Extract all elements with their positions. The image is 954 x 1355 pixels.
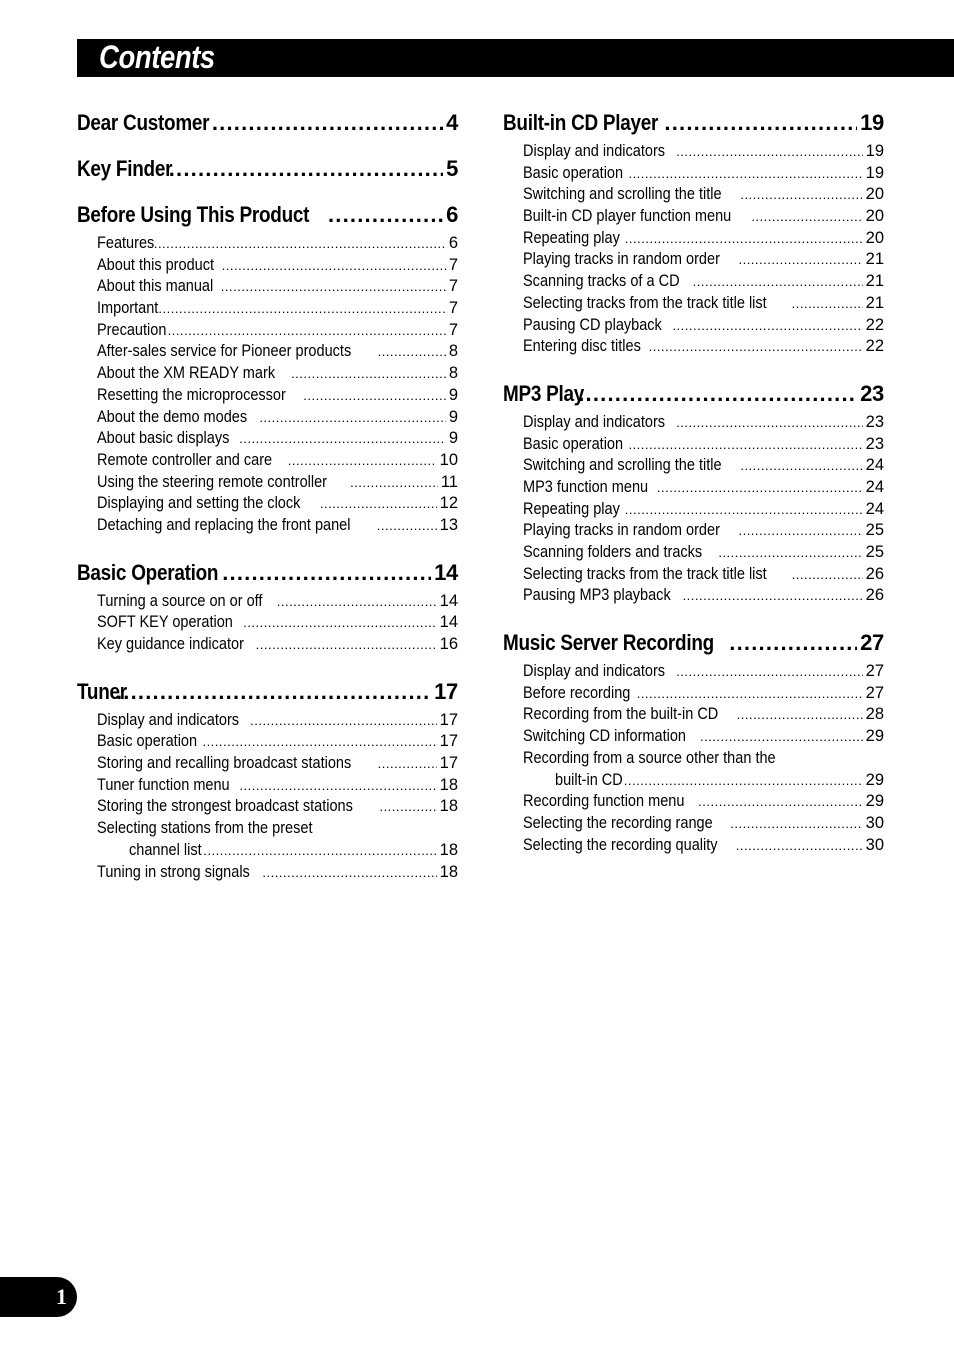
toc-section-heading-page: 4 (446, 110, 458, 135)
dot-leader (700, 729, 863, 744)
toc-item-label: About the XM READY mark (97, 364, 276, 383)
dot-leader (649, 339, 863, 354)
toc-item-label: Selecting tracks from the track title list (523, 564, 767, 583)
toc-item-label: Scanning folders and tracks (523, 543, 703, 561)
toc-item-label: About the demo modes (97, 407, 248, 426)
toc-item[interactable] (77, 408, 458, 430)
toc-section (77, 202, 458, 538)
toc-item-page: 17 (439, 754, 458, 773)
toc-item[interactable] (503, 684, 884, 706)
dot-leader (168, 323, 446, 338)
toc-section-heading[interactable] (503, 630, 884, 660)
toc-item-label: Display and indicators (523, 662, 666, 681)
toc-item-label: About this product (97, 255, 215, 274)
dot-leader (303, 388, 446, 403)
dot-leader (328, 202, 443, 228)
toc-item[interactable] (77, 516, 458, 538)
toc-item-label: After-sales service for Pioneer products (97, 342, 352, 361)
toc-item-continuation-page: 18 (439, 840, 458, 859)
toc-item[interactable] (77, 342, 458, 364)
toc-section-heading[interactable] (77, 110, 458, 140)
toc-item-page: 12 (439, 494, 458, 513)
toc-item[interactable] (503, 521, 884, 543)
toc-section-heading-page: 6 (446, 202, 458, 227)
dot-leader (288, 453, 437, 468)
page-title: Contents (99, 39, 215, 75)
toc-section-heading-page: 19 (860, 110, 884, 135)
toc-item[interactable] (77, 429, 458, 451)
toc-item-label: Basic operation (523, 434, 624, 453)
toc-section-heading[interactable] (77, 560, 458, 590)
toc-item[interactable] (77, 592, 458, 614)
toc-item[interactable] (503, 727, 884, 749)
dot-leader (751, 209, 862, 224)
toc-item-page: 9 (448, 385, 458, 404)
toc-item-page: 27 (865, 683, 884, 702)
toc-item[interactable] (503, 337, 884, 359)
toc-item[interactable] (503, 142, 884, 164)
toc-item-page: 21 (865, 293, 884, 312)
toc-item-label: Selecting tracks from the track title list (523, 293, 767, 312)
toc-right-column (503, 110, 884, 879)
toc-item[interactable] (77, 299, 458, 321)
dot-leader (203, 843, 436, 858)
toc-item-label: Precaution (97, 320, 167, 339)
toc-section-heading-label: Before Using This Product (77, 202, 310, 227)
toc-section (503, 110, 884, 359)
toc-section (77, 679, 458, 885)
dot-leader (740, 187, 862, 202)
toc-item-label: Selecting the recording range (523, 813, 713, 832)
dot-leader (736, 838, 863, 853)
toc-item-page: 7 (448, 255, 458, 274)
dot-leader (243, 615, 437, 630)
dot-leader (683, 588, 863, 603)
dot-leader (676, 415, 863, 430)
toc-item-label: Repeating play (523, 228, 620, 247)
toc-item[interactable] (503, 836, 884, 858)
toc-section-heading-page: 27 (860, 630, 884, 656)
toc-item-label: Built-in CD player function menu (523, 207, 732, 226)
toc-item-label: Before recording (523, 683, 631, 702)
toc-item-label: Tuner function menu (97, 775, 230, 794)
toc-item[interactable] (77, 321, 458, 343)
dot-leader (628, 166, 862, 181)
toc-item-page: 20 (865, 185, 884, 204)
dot-leader (718, 545, 862, 560)
toc-item-label: Using the steering remote controller (97, 472, 328, 491)
dot-leader (738, 523, 862, 538)
toc-item-page: 6 (448, 234, 458, 252)
toc-item[interactable] (503, 185, 884, 207)
toc-item-list (503, 413, 884, 608)
dot-leader (202, 734, 436, 749)
toc-section-heading[interactable] (77, 202, 458, 232)
title-bar (77, 39, 954, 77)
dot-leader (657, 480, 863, 495)
toc-item-label: Playing tracks in random order (523, 250, 720, 269)
toc-section-heading[interactable] (77, 679, 458, 709)
toc-item-label: Playing tracks in random order (523, 521, 720, 540)
toc-item[interactable] (503, 294, 884, 316)
toc-item-continuation-label: channel list (129, 840, 202, 859)
toc-item-page: 26 (865, 586, 884, 605)
toc-section-heading-label: Music Server Recording (503, 630, 714, 656)
toc-item-page: 30 (865, 813, 884, 832)
dot-leader (291, 366, 446, 381)
toc-item[interactable] (77, 234, 458, 256)
toc-item-page: 24 (865, 456, 884, 475)
page-number-badge (0, 1277, 77, 1317)
toc-item[interactable] (77, 494, 458, 516)
toc-item-label: Turning a source on or off (97, 591, 263, 610)
toc-section-heading-label: Built-in CD Player (503, 110, 659, 135)
dot-leader (625, 231, 863, 246)
toc-item-page: 24 (865, 477, 884, 496)
toc-item[interactable] (77, 451, 458, 473)
dot-leader (730, 816, 862, 831)
toc-left-column (77, 110, 458, 906)
toc-item[interactable] (503, 565, 884, 587)
dot-leader (221, 279, 446, 294)
toc-item[interactable] (77, 863, 458, 885)
toc-item-label: Switching and scrolling the title (523, 456, 722, 475)
toc-item-label: Scanning tracks of a CD (523, 272, 680, 291)
toc-item[interactable] (503, 207, 884, 229)
toc-item-page: 8 (448, 342, 458, 361)
toc-item-page: 21 (865, 272, 884, 291)
dot-leader (239, 431, 446, 446)
dot-leader (259, 410, 446, 425)
toc-item[interactable] (503, 705, 884, 727)
toc-item-page: 29 (865, 727, 884, 746)
toc-item-page: 28 (865, 705, 884, 724)
toc-item[interactable] (503, 500, 884, 522)
toc-item-label: Basic operation (97, 732, 198, 751)
dot-leader (158, 301, 445, 316)
dot-leader (792, 567, 863, 582)
toc-item-list (77, 234, 458, 538)
toc-section-heading-page: 17 (434, 678, 458, 704)
dot-leader (377, 518, 437, 533)
toc-section-heading[interactable] (77, 156, 458, 186)
toc-section-heading-label: Tuner (77, 678, 127, 704)
toc-item[interactable] (77, 732, 458, 754)
toc-item-page: 7 (448, 299, 458, 318)
toc-item[interactable] (503, 586, 884, 608)
toc-item[interactable] (503, 413, 884, 435)
dot-leader (729, 630, 857, 656)
toc-section-heading-label: MP3 Play (503, 380, 585, 406)
toc-section-heading-label: Dear Customer (77, 110, 210, 135)
dot-leader (250, 713, 437, 728)
toc-item-label: Display and indicators (523, 142, 666, 160)
toc-item-label: Basic operation (523, 163, 624, 182)
toc-item-page: 9 (448, 407, 458, 426)
toc-item-page: 26 (865, 564, 884, 583)
dot-leader (676, 664, 863, 679)
toc-section (77, 560, 458, 657)
dot-leader (262, 865, 436, 880)
dot-leader (277, 594, 437, 609)
dot-leader (672, 318, 862, 333)
toc-item-label: About basic displays (97, 429, 230, 448)
dot-leader (222, 258, 446, 273)
toc-item[interactable] (503, 478, 884, 500)
toc-item-page: 17 (439, 710, 458, 729)
dot-leader (154, 236, 446, 251)
toc-item[interactable] (77, 256, 458, 278)
toc-item-label: Recording function menu (523, 792, 685, 811)
dot-leader (792, 296, 863, 311)
toc-item-label: Storing and recalling broadcast stations (97, 754, 352, 773)
toc-item-list (77, 711, 458, 885)
toc-item-label: Repeating play (523, 499, 620, 518)
toc-item[interactable] (503, 792, 884, 814)
toc-item[interactable] (503, 543, 884, 565)
dot-leader (378, 344, 446, 359)
toc-item-label: Key guidance indicator (97, 635, 244, 653)
dot-leader (212, 110, 443, 136)
toc-item-page: 8 (448, 364, 458, 383)
toc-item-continuation-label: built-in CD (555, 770, 623, 789)
toc-item-list (77, 592, 458, 657)
toc-item-label: Recording from a source other than the (523, 748, 776, 767)
toc-item[interactable] (77, 819, 458, 841)
page-number: 1 (56, 1284, 67, 1309)
toc-item[interactable] (77, 613, 458, 635)
toc-item-page: 7 (448, 320, 458, 339)
toc-section-heading-page: 14 (434, 559, 458, 585)
dot-leader (628, 437, 862, 452)
dot-leader (637, 686, 863, 701)
toc-item-label: Features (97, 234, 155, 252)
toc-item-label: Remote controller and care (97, 450, 273, 469)
toc-item-page: 10 (439, 450, 458, 469)
dot-leader (693, 274, 863, 289)
toc-item-label: Detaching and replacing the front panel (97, 515, 351, 534)
toc-item-list (503, 662, 884, 857)
dot-leader (169, 156, 443, 182)
toc-item-label: SOFT KEY operation (97, 613, 233, 632)
dot-leader (320, 496, 437, 511)
toc-item[interactable] (503, 250, 884, 272)
toc-item-label: Selecting the recording quality (523, 835, 718, 854)
toc-item[interactable] (77, 776, 458, 798)
toc-item-label: Pausing CD playback (523, 315, 662, 334)
toc-item-label: Entering disc titles (523, 337, 641, 356)
toc-item[interactable] (503, 272, 884, 294)
toc-item[interactable] (77, 473, 458, 495)
dot-leader (378, 756, 437, 771)
toc-item[interactable] (77, 277, 458, 299)
toc-section (503, 630, 884, 857)
toc-item-page: 7 (448, 277, 458, 296)
toc-item-page: 18 (439, 862, 458, 881)
toc-section (77, 110, 458, 140)
toc-item-page: 23 (865, 434, 884, 453)
toc-item-page: 16 (439, 635, 458, 653)
toc-item-label: Recording from the built-in CD (523, 705, 719, 724)
dot-leader (676, 144, 863, 159)
toc-item-continuation-page: 29 (865, 770, 884, 789)
toc-item-page: 9 (448, 429, 458, 448)
toc-item-page: 17 (439, 732, 458, 751)
dot-leader (578, 381, 857, 407)
toc-item[interactable] (77, 754, 458, 776)
dot-leader (737, 707, 863, 722)
toc-item-page: 21 (865, 250, 884, 269)
toc-item-label: Selecting stations from the preset (97, 819, 313, 838)
toc-item-continuation[interactable] (503, 771, 884, 793)
toc-item-label: Display and indicators (97, 710, 240, 729)
toc-item-label: Switching and scrolling the title (523, 185, 722, 204)
dot-leader (664, 110, 857, 136)
dot-leader (698, 794, 862, 809)
toc-section-heading-page: 23 (860, 380, 884, 406)
toc-item-page: 19 (865, 163, 884, 182)
toc-item[interactable] (77, 711, 458, 733)
toc-item-page: 13 (439, 515, 458, 534)
toc-item-label: Tuning in strong signals (97, 862, 250, 881)
toc-item-page: 14 (439, 591, 458, 610)
dot-leader (256, 637, 437, 652)
toc-item-page: 27 (865, 662, 884, 681)
toc-item-page: 22 (865, 337, 884, 356)
toc-item-label: About this manual (97, 277, 214, 296)
toc-item-list (503, 142, 884, 359)
toc-item-page: 30 (865, 835, 884, 854)
toc-item-page: 25 (865, 543, 884, 561)
toc-item[interactable] (503, 814, 884, 836)
dot-leader (740, 458, 862, 473)
toc-item[interactable] (503, 164, 884, 186)
toc-item[interactable] (503, 456, 884, 478)
toc-item-page: 25 (865, 521, 884, 540)
toc-item-page: 22 (865, 315, 884, 334)
toc-item-page: 20 (865, 207, 884, 226)
dot-leader (350, 475, 438, 490)
toc-section-heading[interactable] (503, 110, 884, 140)
toc-section (503, 381, 884, 608)
toc-item-label: Pausing MP3 playback (523, 586, 671, 605)
toc-item[interactable] (77, 386, 458, 408)
toc-item[interactable] (503, 435, 884, 457)
toc-item[interactable] (503, 662, 884, 684)
toc-section-heading-page: 5 (446, 156, 458, 181)
toc-item-label: Resetting the microprocessor (97, 385, 286, 404)
toc-section-heading-label: Key Finder (77, 156, 173, 181)
toc-section-heading[interactable] (503, 381, 884, 411)
dot-leader (239, 778, 436, 793)
dot-leader (379, 799, 436, 814)
toc-item-label: Switching CD information (523, 727, 687, 746)
toc-item-page: 11 (440, 472, 458, 491)
toc-item-label: Storing the strongest broadcast stations (97, 797, 353, 816)
toc-item-page: 24 (865, 499, 884, 518)
dot-leader (624, 773, 863, 788)
toc-item[interactable] (77, 364, 458, 386)
toc-item[interactable] (503, 749, 884, 771)
toc-item-page: 29 (865, 792, 884, 811)
toc-item-page: 19 (865, 142, 884, 160)
toc-item-page: 18 (439, 775, 458, 794)
toc-item-page: 14 (439, 613, 458, 632)
toc-item[interactable] (77, 635, 458, 657)
dot-leader (116, 679, 431, 705)
toc-item-label: Displaying and setting the clock (97, 494, 301, 513)
toc-item[interactable] (503, 316, 884, 338)
toc-item-label: Important (97, 299, 159, 318)
toc-item-page: 18 (439, 797, 458, 816)
dot-leader (738, 252, 862, 267)
toc-item-page: 23 (865, 412, 884, 431)
dot-leader (222, 560, 431, 586)
dot-leader (625, 502, 863, 517)
toc-item-continuation[interactable] (77, 841, 458, 863)
toc-item-page: 20 (865, 228, 884, 247)
toc-section (77, 156, 458, 186)
toc-item[interactable] (503, 229, 884, 251)
toc-section-heading-label: Basic Operation (77, 559, 219, 585)
toc-item[interactable] (77, 797, 458, 819)
toc-item-label: MP3 function menu (523, 477, 649, 496)
toc-item-label: Display and indicators (523, 412, 666, 431)
